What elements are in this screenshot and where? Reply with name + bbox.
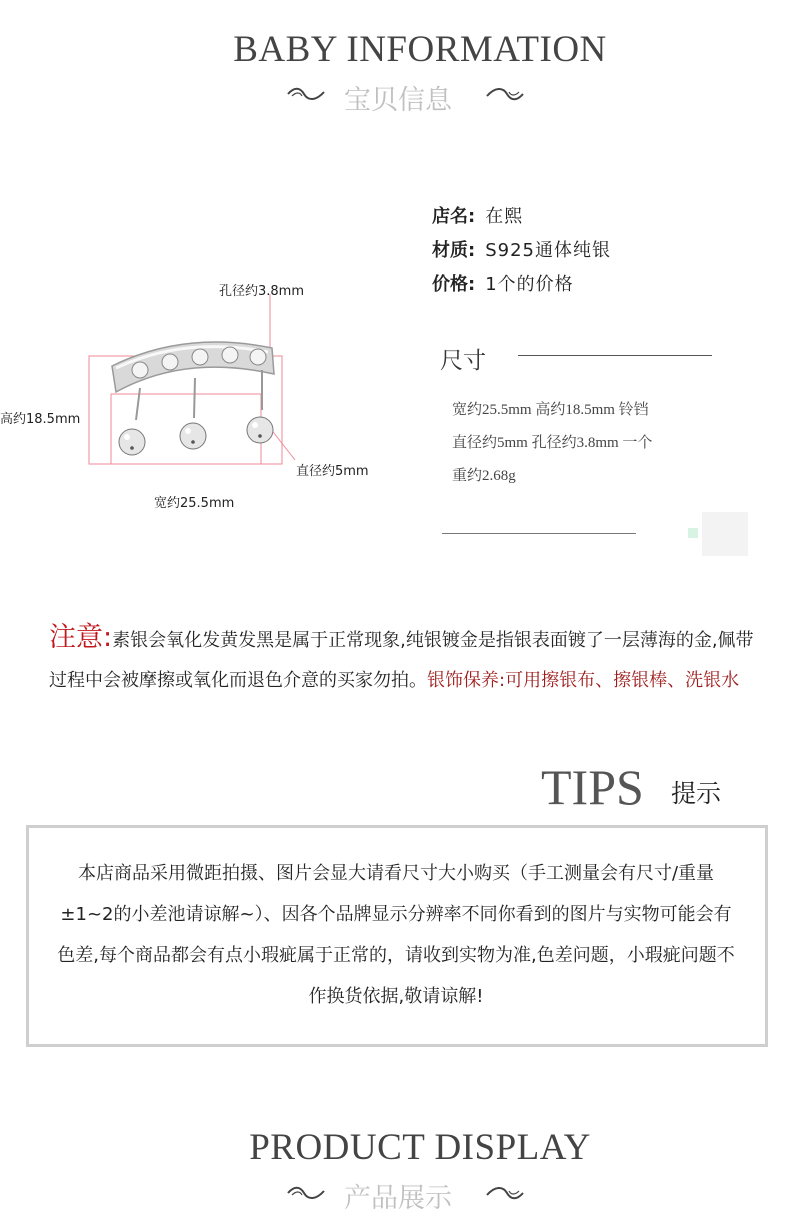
info-key: 材质:: [432, 240, 476, 261]
notice-label: 注意:: [49, 622, 113, 653]
size-bottom-divider: [442, 533, 636, 534]
info-value: 1个的价格: [485, 274, 574, 295]
tips-title-en: TIPS: [541, 759, 644, 815]
section-title-en: BABY INFORMATION: [233, 29, 607, 70]
right-flourish-icon: [485, 1185, 525, 1201]
width-label: 宽约25.5mm: [154, 496, 235, 511]
care-text: 银饰保养:可用擦银布、擦银棒、洗银水: [427, 670, 740, 691]
info-row-price: [432, 270, 574, 296]
size-divider: [518, 355, 712, 356]
info-row-material: [432, 236, 611, 262]
info-value: 在熙: [485, 206, 524, 227]
tips-title-cn: 提示: [671, 779, 722, 808]
decor-square: [702, 512, 748, 556]
size-line-3: 重约2.68g: [452, 468, 516, 484]
product-display-title-cn: 产品展示: [344, 1183, 452, 1214]
info-row-shop: [432, 202, 523, 228]
size-line-1: 宽约25.5mm 高约18.5mm 铃铛: [452, 402, 649, 418]
product-display-title-en: PRODUCT DISPLAY: [249, 1127, 591, 1168]
info-key: 价格:: [432, 274, 476, 295]
tips-text: 本店商品采用微距拍摄、图片会显大请看尺寸大小购买（手工测量会有尺寸/重量±1~2的小差池请谅解~）、因各个品牌显示分辨率不同你看到的图片与实物可能会有色差,每个商品都会有点小瑕疵属于正常的，请收到实物为准,色差问题，小瑕疵问题不作换货依据,敬请谅解!: [57, 863, 735, 1007]
decor-dot: [688, 528, 698, 538]
size-line-2: 直径约5mm 孔径约3.8mm 一个: [452, 435, 653, 451]
bell-diameter-label: 直径约5mm: [296, 464, 369, 479]
height-label: 高约18.5mm: [0, 412, 81, 427]
info-key: 店名:: [432, 206, 476, 227]
size-title: 尺寸: [440, 348, 486, 374]
product-image: [0, 270, 400, 520]
hole-diameter-label: 孔径约3.8mm: [219, 284, 305, 299]
notice-paragraph: [49, 618, 769, 701]
right-flourish-icon: [485, 86, 525, 102]
product-diagram: [0, 270, 400, 520]
notice-body: 素银会氧化发黄发黑是属于正常现象,纯银镀金是指银表面镀了一层薄海的金,佩带过程中会被摩擦或氧化而退色介意的买家勿拍。: [49, 630, 754, 691]
section-title-cn: 宝贝信息: [344, 85, 452, 116]
info-value: S925通体纯银: [485, 240, 611, 261]
